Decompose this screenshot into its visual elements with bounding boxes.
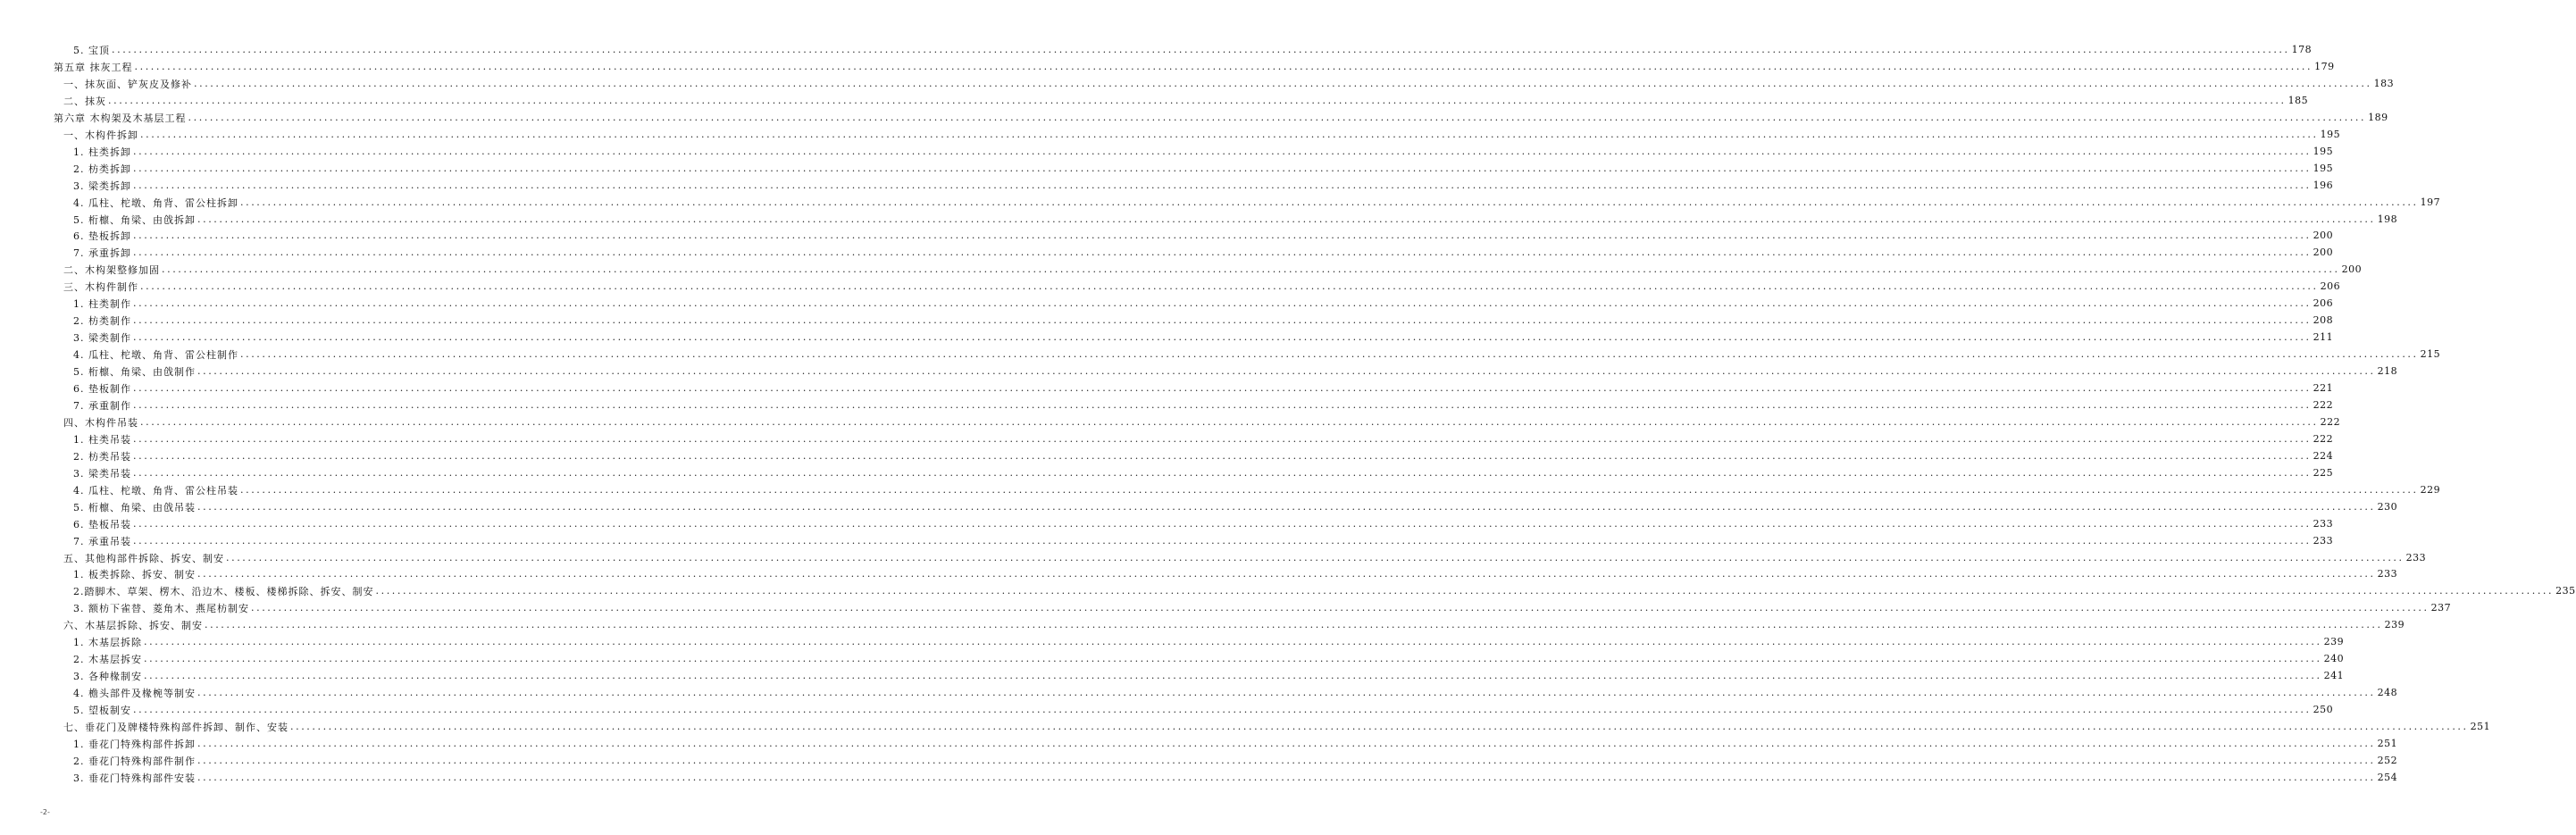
toc-entry-label: 四、木构件吊装 xyxy=(63,416,138,429)
toc-leader-dots: ................................................................................................................................................................................................................................................................................................................................................................................................................ xyxy=(133,704,2312,715)
toc-entry-page: 178 xyxy=(2291,44,2313,55)
toc-leader-dots: ................................................................................................................................................................................................................................................................................................................................................................................................................ xyxy=(240,484,2419,496)
toc-entry-label: 6. 垫板制作 xyxy=(73,382,131,395)
toc-entry-label: 1. 板类拆除、拆安、制安 xyxy=(73,568,196,580)
toc-entry-page: 196 xyxy=(2313,180,2334,191)
toc-entry xyxy=(73,532,2334,549)
toc-leader-dots: ................................................................................................................................................................................................................................................................................................................................................................................................................ xyxy=(290,721,2469,732)
toc-entry-label: 第五章 抹灰工程 xyxy=(54,61,133,73)
toc-leader-dots: ................................................................................................................................................................................................................................................................................................................................................................................................................ xyxy=(133,180,2312,191)
toc-leader-dots: ................................................................................................................................................................................................................................................................................................................................................................................................................ xyxy=(144,636,2322,647)
toc-entry xyxy=(73,650,2345,667)
toc-entry xyxy=(63,126,2341,143)
toc-entry xyxy=(73,752,2398,769)
toc-entry xyxy=(73,684,2398,701)
toc-leader-dots: ................................................................................................................................................................................................................................................................................................................................................................................................................ xyxy=(133,314,2312,326)
toc-entry-label: 六、木基层拆除、拆安、制安 xyxy=(63,619,203,631)
toc-entry-label: 2. 枋类制作 xyxy=(73,314,131,327)
toc-leader-dots: ................................................................................................................................................................................................................................................................................................................................................................................................................ xyxy=(112,44,2290,55)
toc-leader-dots: ................................................................................................................................................................................................................................................................................................................................................................................................................ xyxy=(140,280,2319,292)
toc-leader-dots: ................................................................................................................................................................................................................................................................................................................................................................................................................ xyxy=(205,619,2383,630)
toc-entry xyxy=(63,718,2491,735)
toc-entry-page: 200 xyxy=(2313,246,2334,258)
toc-entry-page: 233 xyxy=(2313,535,2334,547)
toc-leader-dots: ................................................................................................................................................................................................................................................................................................................................................................................................................ xyxy=(140,416,2319,428)
toc-entry-page: 198 xyxy=(2377,213,2398,225)
toc-entry xyxy=(63,549,2427,566)
toc-entry xyxy=(73,498,2398,515)
toc-leader-dots: ................................................................................................................................................................................................................................................................................................................................................................................................................ xyxy=(133,433,2312,445)
toc-entry-page: 254 xyxy=(2377,772,2398,783)
toc-entry xyxy=(73,464,2334,481)
toc-entry-page: 200 xyxy=(2341,263,2363,275)
toc-entry xyxy=(73,295,2334,312)
toc-entry-label: 2. 枋类拆卸 xyxy=(73,163,131,175)
toc-leader-dots: ................................................................................................................................................................................................................................................................................................................................................................................................................ xyxy=(194,78,2372,89)
toc-entry-label: 1. 木基层拆除 xyxy=(73,636,142,648)
toc-entry-page: 251 xyxy=(2470,721,2491,732)
toc-leader-dots: ................................................................................................................................................................................................................................................................................................................................................................................................................ xyxy=(133,399,2312,411)
toc-leader-dots: ................................................................................................................................................................................................................................................................................................................................................................................................................ xyxy=(134,61,2313,72)
toc-entry-label: 7. 承重拆卸 xyxy=(73,246,131,259)
toc-entry-page: 251 xyxy=(2377,738,2398,749)
toc-entry-page: 250 xyxy=(2313,704,2334,715)
toc-entry-page: 233 xyxy=(2377,568,2398,580)
toc-entry xyxy=(73,329,2334,346)
toc-entry-page: 225 xyxy=(2313,467,2334,479)
toc-entry xyxy=(73,143,2334,160)
toc-entry-label: 一、木构件拆卸 xyxy=(63,129,138,141)
toc-leader-dots: ................................................................................................................................................................................................................................................................................................................................................................................................................ xyxy=(133,230,2312,241)
toc-leader-dots: ................................................................................................................................................................................................................................................................................................................................................................................................................ xyxy=(240,348,2419,360)
toc-entry xyxy=(73,363,2398,380)
toc-leader-dots: ................................................................................................................................................................................................................................................................................................................................................................................................................ xyxy=(188,112,2367,123)
toc-entry-label: 5. 望板制安 xyxy=(73,704,131,716)
toc-entry xyxy=(73,735,2398,752)
toc-entry-label: 5. 桁檩、角梁、由戗拆卸 xyxy=(73,213,196,226)
toc-entry-page: 237 xyxy=(2430,602,2452,614)
toc-entry xyxy=(54,58,2335,75)
toc-entry xyxy=(73,430,2334,447)
toc-entry-label: 二、木构架整修加固 xyxy=(63,263,160,276)
toc-entry-label: 五、其他构部件拆除、拆安、制安 xyxy=(63,552,224,564)
toc-leader-dots: ................................................................................................................................................................................................................................................................................................................................................................................................................ xyxy=(240,196,2419,208)
toc-leader-dots: ................................................................................................................................................................................................................................................................................................................................................................................................................ xyxy=(197,738,2376,749)
toc-entry-label: 3. 额枋下雀替、菱角木、燕尾枋制安 xyxy=(73,602,249,614)
toc-entry-page: 235 xyxy=(2555,585,2576,597)
toc-entry-page: 239 xyxy=(2323,636,2345,647)
toc-entry xyxy=(73,194,2441,211)
toc-leader-dots: ................................................................................................................................................................................................................................................................................................................................................................................................................ xyxy=(197,501,2376,513)
toc-entry-page: 206 xyxy=(2320,280,2341,292)
toc-entry-page: 221 xyxy=(2313,382,2334,394)
toc-leader-dots: ................................................................................................................................................................................................................................................................................................................................................................................................................ xyxy=(133,535,2312,547)
toc-entry xyxy=(63,92,2309,109)
toc-entry-page: 240 xyxy=(2323,653,2345,664)
toc-entry-label: 5. 桁檩、角梁、由戗吊装 xyxy=(73,501,196,514)
page-number: -2- xyxy=(40,808,50,816)
toc-entry-label: 7. 承重吊装 xyxy=(73,535,131,547)
toc-entry-page: 222 xyxy=(2320,416,2341,428)
toc-leader-dots: ................................................................................................................................................................................................................................................................................................................................................................................................................ xyxy=(108,95,2287,106)
toc-entry xyxy=(63,413,2341,430)
toc-entry-label: 7. 承重制作 xyxy=(73,399,131,412)
toc-entry-label: 5. 桁檩、角梁、由戗制作 xyxy=(73,365,196,378)
toc-entry xyxy=(73,582,2576,599)
toc-entry xyxy=(73,481,2441,498)
toc-entry-label: 1. 柱类制作 xyxy=(73,297,131,310)
toc-entry-label: 1. 柱类拆卸 xyxy=(73,146,131,158)
toc-entry-page: 233 xyxy=(2313,518,2334,530)
toc-entry-page: 215 xyxy=(2420,348,2441,360)
toc-entry xyxy=(73,41,2313,58)
toc-entry xyxy=(73,667,2345,684)
toc-entry-label: 6. 垫板拆卸 xyxy=(73,230,131,242)
toc-entry-label: 5. 宝顶 xyxy=(73,44,110,56)
toc-entry-page: 233 xyxy=(2405,552,2427,564)
toc-entry xyxy=(73,447,2334,464)
toc-leader-dots: ................................................................................................................................................................................................................................................................................................................................................................................................................ xyxy=(133,450,2312,462)
toc-entry xyxy=(73,244,2334,261)
toc-leader-dots: ................................................................................................................................................................................................................................................................................................................................................................................................................ xyxy=(144,653,2322,664)
toc-leader-dots: ................................................................................................................................................................................................................................................................................................................................................................................................................ xyxy=(251,602,2430,614)
toc-entry xyxy=(73,211,2398,228)
toc-entry-page: 197 xyxy=(2420,196,2441,208)
toc-entry-page: 252 xyxy=(2377,755,2398,766)
toc-leader-dots: ................................................................................................................................................................................................................................................................................................................................................................................................................ xyxy=(197,568,2376,580)
toc-leader-dots: ................................................................................................................................................................................................................................................................................................................................................................................................................ xyxy=(133,382,2312,394)
toc-entry xyxy=(73,312,2334,329)
toc-leader-dots: ................................................................................................................................................................................................................................................................................................................................................................................................................ xyxy=(133,146,2312,157)
toc-leader-dots: ................................................................................................................................................................................................................................................................................................................................................................................................................ xyxy=(133,331,2312,343)
toc-entry-page: 239 xyxy=(2384,619,2405,630)
toc-entry-label: 3. 梁类吊装 xyxy=(73,467,131,480)
toc-leader-dots: ................................................................................................................................................................................................................................................................................................................................................................................................................ xyxy=(197,213,2376,225)
toc-entry-page: 241 xyxy=(2323,670,2345,681)
toc-entry xyxy=(63,261,2363,278)
toc-entry xyxy=(73,177,2334,194)
toc-entry-label: 3. 各种椽制安 xyxy=(73,670,142,682)
toc-entry-label: 4. 瓜柱、柁墩、角背、雷公柱拆卸 xyxy=(73,196,238,209)
toc-entry-page: 195 xyxy=(2320,129,2341,140)
toc-entry-label: 第六章 木构架及木基层工程 xyxy=(54,112,187,124)
toc-leader-dots: ................................................................................................................................................................................................................................................................................................................................................................................................................ xyxy=(140,129,2319,140)
toc-leader-dots: ................................................................................................................................................................................................................................................................................................................................................................................................................ xyxy=(144,670,2322,681)
toc-entry xyxy=(73,380,2334,397)
toc-entry-page: 230 xyxy=(2377,501,2398,513)
toc-entry-label: 3. 梁类制作 xyxy=(73,331,131,344)
toc-entry-label: 1. 柱类吊装 xyxy=(73,433,131,446)
toc-entry xyxy=(54,109,2388,126)
toc-entry-label: 七、垂花门及牌楼特殊构部件拆卸、制作、安装 xyxy=(63,721,289,733)
toc-leader-dots: ................................................................................................................................................................................................................................................................................................................................................................................................................ xyxy=(197,772,2376,783)
toc-entry-label: 2. 垂花门特殊构部件制作 xyxy=(73,755,196,767)
toc-entry xyxy=(73,599,2452,616)
toc-entry xyxy=(73,397,2334,413)
toc-entry xyxy=(73,633,2345,650)
toc-entry-label: 二、抹灰 xyxy=(63,95,106,107)
toc-entry-page: 208 xyxy=(2313,314,2334,326)
toc-entry-page: 200 xyxy=(2313,230,2334,241)
toc-entry-page: 224 xyxy=(2313,450,2334,462)
toc-entry-page: 248 xyxy=(2377,687,2398,698)
toc-entry-label: 3. 梁类拆卸 xyxy=(73,180,131,192)
toc-entry xyxy=(73,160,2334,177)
toc-entry xyxy=(73,701,2334,718)
toc-entry-page: 195 xyxy=(2313,163,2334,174)
toc-entry-page: 189 xyxy=(2368,112,2388,123)
toc-entry-page: 211 xyxy=(2313,331,2334,343)
toc-leader-dots: ................................................................................................................................................................................................................................................................................................................................................................................................................ xyxy=(133,297,2312,309)
toc-entry-label: 2. 枋类吊装 xyxy=(73,450,131,463)
toc-leader-dots: ................................................................................................................................................................................................................................................................................................................................................................................................................ xyxy=(162,263,2340,275)
toc-entry-page: 185 xyxy=(2287,95,2309,106)
toc-entry-page: 229 xyxy=(2420,484,2441,496)
toc-entry xyxy=(63,616,2405,633)
toc-entry-page: 218 xyxy=(2377,365,2398,377)
toc-leader-dots: ................................................................................................................................................................................................................................................................................................................................................................................................................ xyxy=(133,518,2312,530)
toc-leader-dots: ................................................................................................................................................................................................................................................................................................................................................................................................................ xyxy=(133,467,2312,479)
toc-entry-page: 183 xyxy=(2373,78,2395,89)
toc-entry-page: 206 xyxy=(2313,297,2334,309)
toc-entry-label: 2.踏脚木、草架、楞木、沿边木、楼板、楼梯拆除、拆安、制安 xyxy=(73,585,374,597)
toc-entry-label: 三、木构件制作 xyxy=(63,280,138,293)
toc-leader-dots: ................................................................................................................................................................................................................................................................................................................................................................................................................ xyxy=(375,585,2555,597)
toc-entry xyxy=(73,515,2334,532)
toc-entry xyxy=(63,278,2341,295)
toc-entry xyxy=(63,75,2395,92)
toc-leader-dots: ................................................................................................................................................................................................................................................................................................................................................................................................................ xyxy=(197,365,2376,377)
toc-leader-dots: ................................................................................................................................................................................................................................................................................................................................................................................................................ xyxy=(133,246,2312,258)
toc-entry-label: 4. 瓜柱、柁墩、角背、雷公柱制作 xyxy=(73,348,238,361)
toc-entry-label: 4. 檐头部件及椽椀等制安 xyxy=(73,687,196,699)
toc-entry-label: 2. 木基层拆安 xyxy=(73,653,142,665)
toc-entry-page: 195 xyxy=(2313,146,2334,157)
toc-entry xyxy=(73,769,2398,786)
toc-entry xyxy=(73,227,2334,244)
toc-entry-label: 一、抹灰面、铲灰皮及修补 xyxy=(63,78,192,90)
toc-entry xyxy=(73,565,2398,582)
toc-leader-dots: ................................................................................................................................................................................................................................................................................................................................................................................................................ xyxy=(197,687,2376,698)
toc-leader-dots: ................................................................................................................................................................................................................................................................................................................................................................................................................ xyxy=(226,552,2405,564)
toc-entry xyxy=(73,346,2441,363)
toc-entry-label: 3. 垂花门特殊构部件安装 xyxy=(73,772,196,784)
toc-entry-page: 179 xyxy=(2314,61,2335,72)
toc-entry-page: 222 xyxy=(2313,433,2334,445)
toc-entry-label: 4. 瓜柱、柁墩、角背、雷公柱吊装 xyxy=(73,484,238,497)
toc-entry-label: 1. 垂花门特殊构部件拆卸 xyxy=(73,738,196,750)
toc-leader-dots: ................................................................................................................................................................................................................................................................................................................................................................................................................ xyxy=(133,163,2312,174)
toc-entry-label: 6. 垫板吊装 xyxy=(73,518,131,530)
toc-entry-page: 222 xyxy=(2313,399,2334,411)
toc-leader-dots: ................................................................................................................................................................................................................................................................................................................................................................................................................ xyxy=(197,755,2376,766)
